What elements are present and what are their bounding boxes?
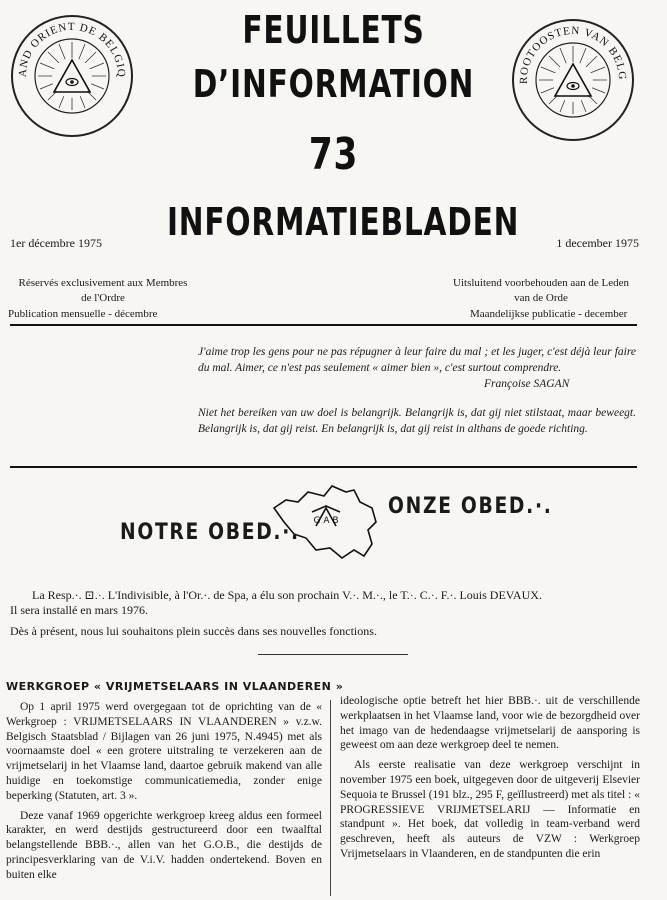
masonic-seal-icon [509, 16, 637, 144]
title-feuillets: FEUILLETS [242, 8, 425, 52]
title-dinformation: D’INFORMATION [192, 62, 475, 106]
quote-french-author: Françoise SAGAN [484, 378, 570, 390]
column-left-paragraph-2: Deze vanaf 1969 opgerichte werkgroep kreeg aldus een formeel karakter, en werd destijds gestructureerd door een twaalftal belangstellende BBB.·., allen van het G.O.B., die destijds de principesverklaring van de V.i.V. hadden ondertekend. Boven en buiten elke [6, 809, 322, 881]
notice-french-line1: Réservés exclusivement aux Membres [18, 277, 188, 289]
date-dutch: 1 december 1975 [556, 236, 639, 250]
notice-french-line2: de l'Ordre [81, 292, 125, 304]
notice-dutch-line2: van de Orde [514, 292, 568, 304]
column-divider [330, 700, 331, 896]
masonic-seal-icon [8, 12, 136, 140]
publication-french: Publication mensuelle - décembre [8, 308, 158, 320]
column-right-paragraph-2: Als eerste realisatie van deze werkgroep verschijnt in november 1975 een boek, uitgegeven door de uitgeverij Elsevier Sequoia te Brussel (191 blz., 295 F, geïllustreerd) met als titel : « PROGRESSIEVE VRIJMETSELARIJ — Informatie en standpunt ». Het boek, dat volledig in team-verband werd geschreven, heeft als auteurs de VZW : Werkgroep Vrijmetselaars in Vlaanderen, en de standpunten die erin [340, 759, 640, 860]
notice-dutch-line1: Uitsluitend voorbehouden aan de Leden [453, 277, 629, 289]
quote-dutch: Niet het bereiken van uw doel is belangrijk. Belangrijk is, dat gij niet stilstaat, maar beweegt. Belangrijk is, dat gij reist. En belangrijk is, dat gij reist in althans de goede richting. [198, 407, 636, 435]
announcement [10, 588, 660, 639]
divider-middle [10, 466, 637, 468]
short-divider [258, 654, 408, 655]
map-letters: G A B [313, 516, 339, 526]
announcement-line3: Dès à présent, nous lui souhaitons plein succès dans ses nouvelles fonctions. [10, 624, 377, 638]
notice-dutch [436, 276, 646, 306]
publication-dutch: Maandelijkse publicatie - december [470, 308, 628, 320]
notice-french [8, 276, 198, 306]
issue-number: 73 [308, 129, 359, 180]
seal-right [509, 16, 637, 144]
belgium-map-icon [268, 478, 384, 564]
column-left-paragraph-1: Op 1 april 1975 werd overgegaan tot de oprichting van de « Werkgroep : VRIJMETSELAARS IN VLAANDEREN » v.z.w. Belgisch Staatsblad / Bijlagen van 26 juni 1975, N.4945) met als voornaamste doel « een grotere uitstraling te verzekeren aan de vrijmetselarij in het Vlaamse land, daartoe gebruik makend van alle huidige en toekomstige communicatiemedia, zonder enige beperking (Statuten, art. 3 ». [6, 701, 322, 802]
quote-french: J'aime trop les gens pour ne pas répugner à leur faire du mal ; et les juger, c'est déjà leur faire du mal. Aimer, ce n'est pas seulement « aimer bien », c'est surtout comprendre. [198, 346, 636, 374]
title-informatiebladen: INFORMATIEBLADEN [166, 200, 520, 244]
onze-obed-heading: ONZE OBED.·. [388, 494, 553, 519]
column-left [6, 700, 322, 888]
column-right-paragraph-1: ideologische optie betreft het hier BBB.·. uit de verschillende werkplaatsen in het Vlaamse land, voor wie de bezorgdheid over het imago van de hedendaagse vrijmetselarij de aansporing is geweest om aan deze werkgroep deel te nemen. [340, 695, 640, 752]
section-title: WERKGROEP « VRIJMETSELAARS IN VLAANDEREN » [6, 680, 344, 693]
date-french: 1er décembre 1975 [10, 236, 102, 250]
seal-left [8, 12, 136, 140]
notre-obed-heading: NOTRE OBED.·. [120, 520, 300, 545]
divider-top [10, 324, 637, 326]
announcement-line1: La Resp.·. ⊡.·. L'Indivisible, à l'Or.·. de Spa, a élu son prochain V.·. M.·., le T.·. C.·. F.·. Louis DEVAUX. [32, 588, 542, 602]
announcement-line2: Il sera installé en mars 1976. [10, 603, 148, 617]
belgium-map-emblem [268, 478, 384, 564]
seal-left-text: AND ORIENT DE BELGIQ [16, 20, 128, 79]
seal-right-text: ROOTOOSTEN VAN BELG [517, 24, 629, 84]
column-right [340, 694, 640, 867]
